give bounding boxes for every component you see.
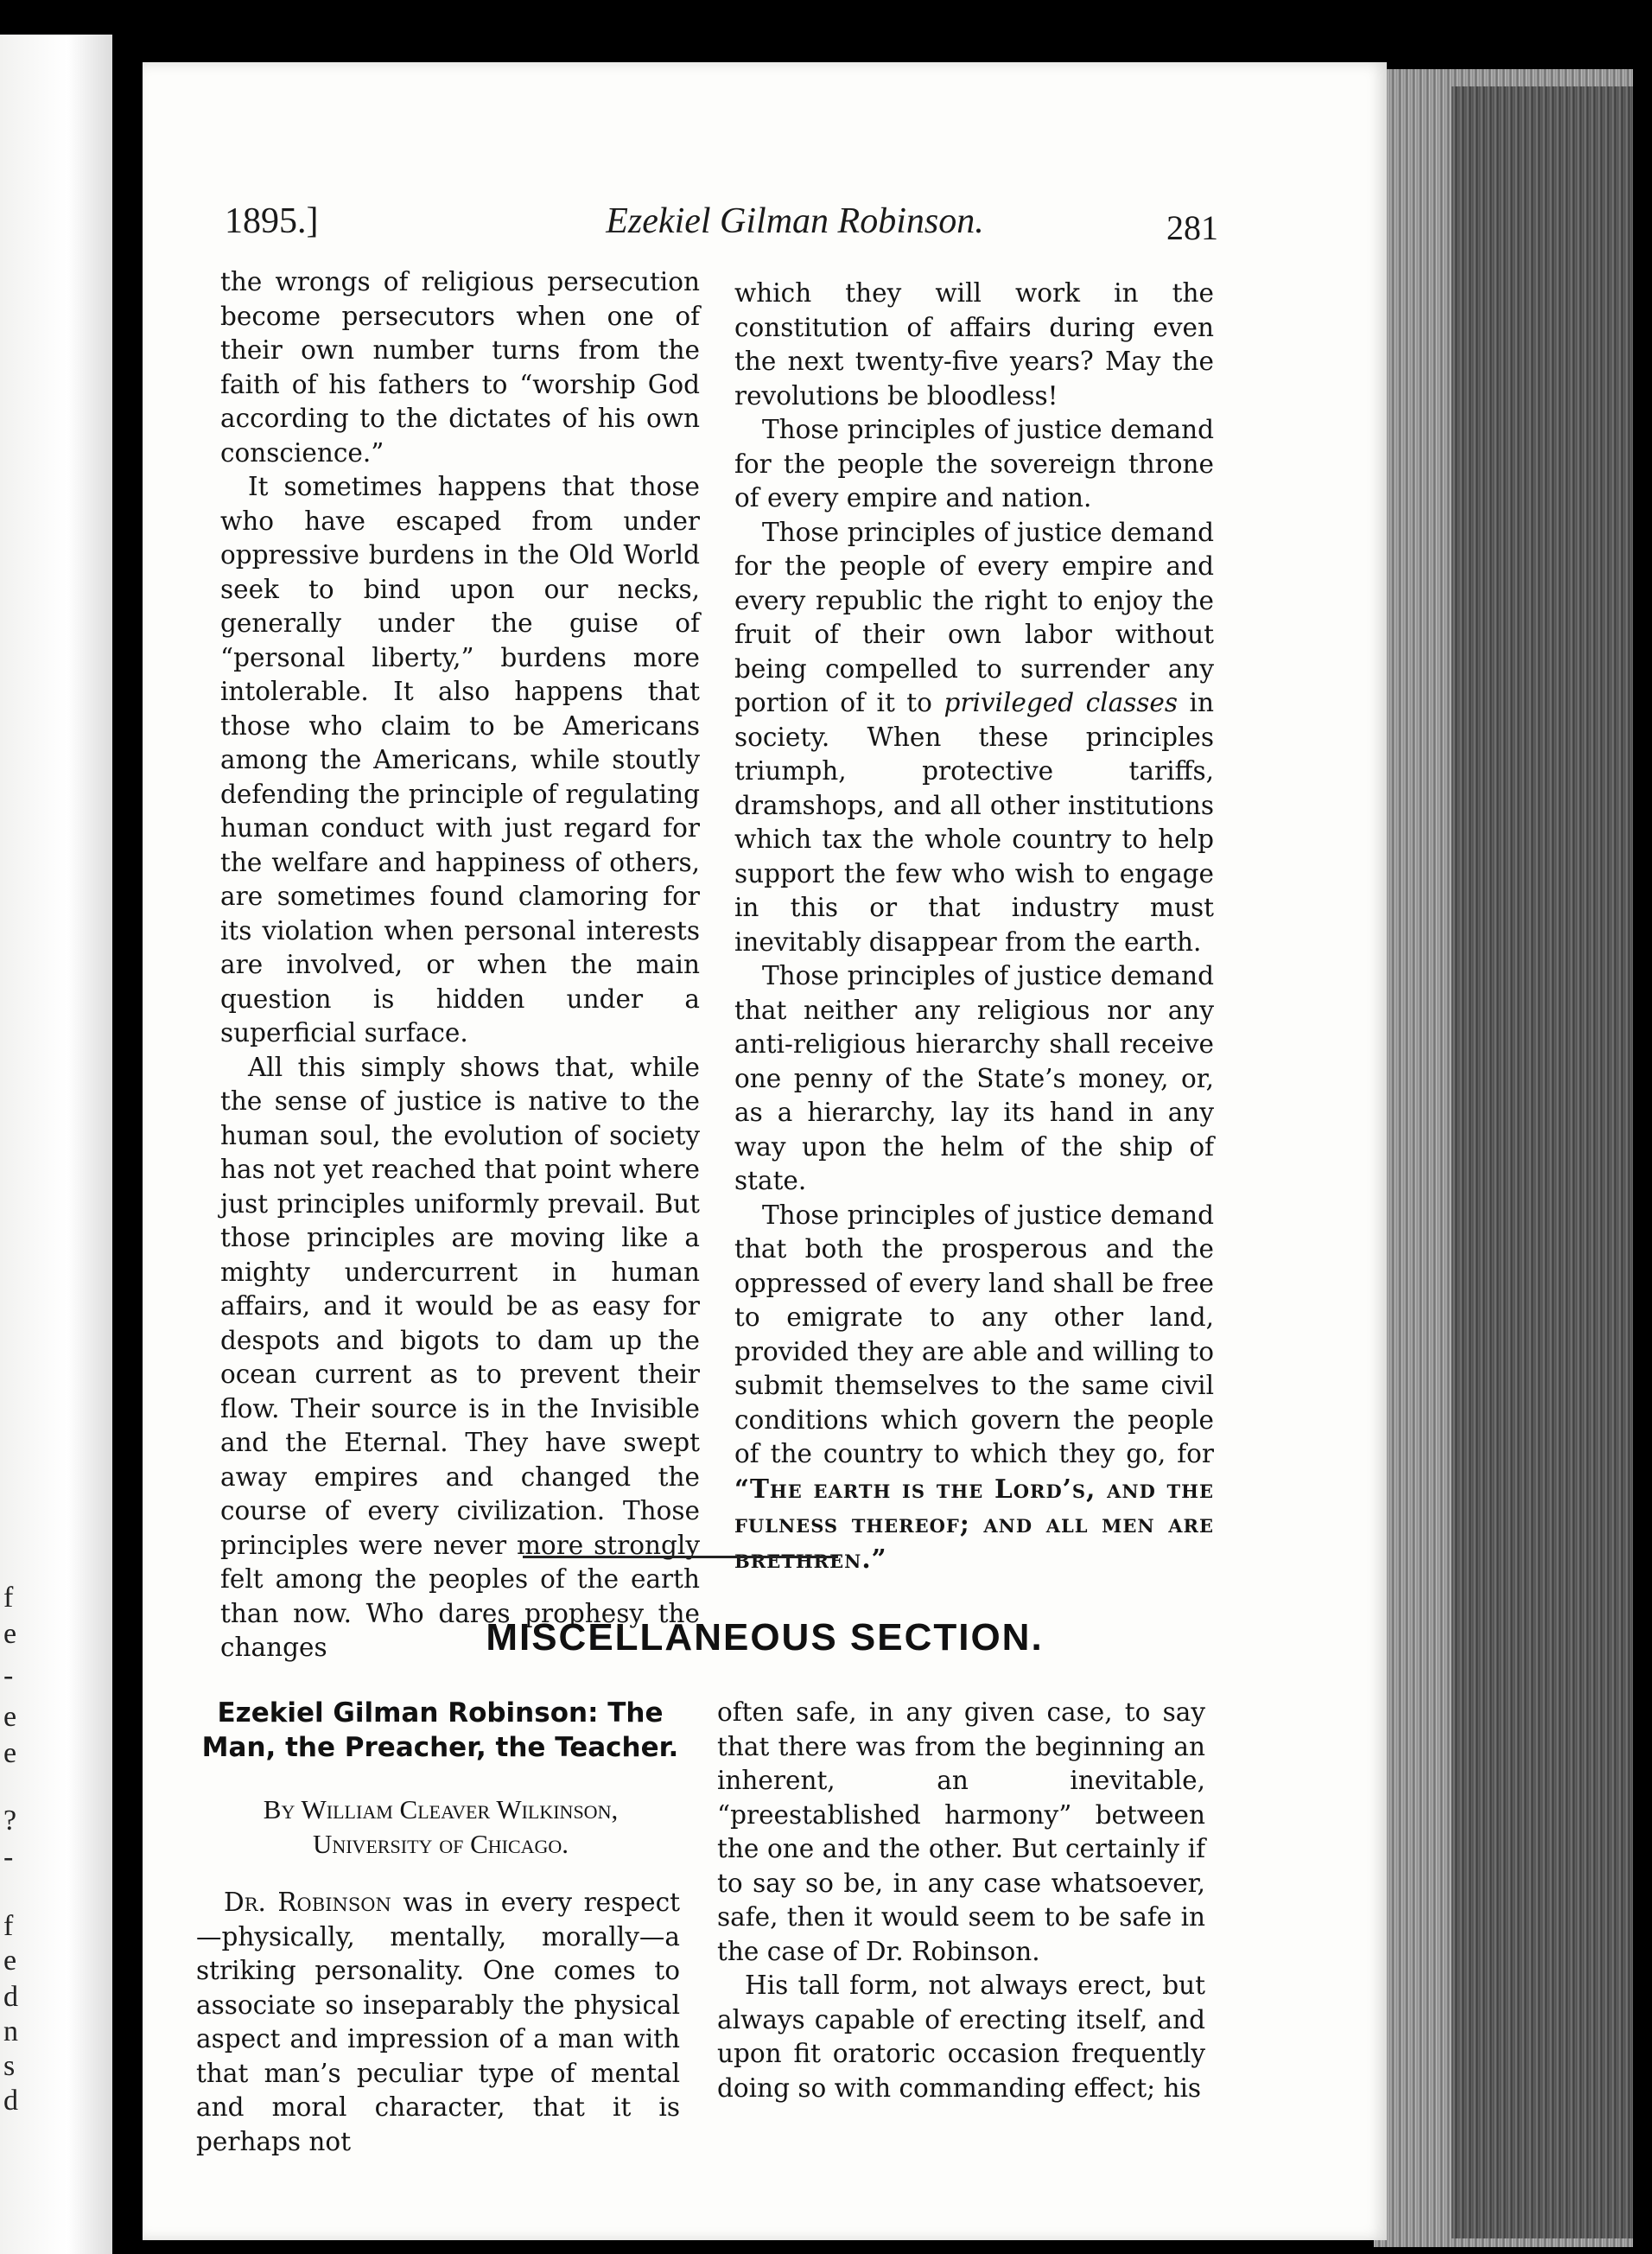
paragraph: often safe, in any given case, to say that there was from the beginning an inherent, an inevitable, “preestablished harmony” between the one and the other. But certainly if to say so be, in any case whatsoever, safe, then it would seem to be safe in the case of Dr. Robinson. [717, 1697, 1205, 1966]
right-column-bottom [717, 1696, 1205, 2105]
article-byline [194, 1792, 687, 1862]
margin-char: e [3, 1701, 17, 1733]
scripture-quote: “The earth is the Lord’s, and the fulness thereof; and all men are brethren.” [734, 1473, 1214, 1574]
paragraph [734, 516, 1214, 960]
text-run: Those principles of justice demand that both the prosperous and the oppressed of every land shall be free to emigrate to any other land, provided they are able and willing to submit themselves to the same civil conditions which govern the people of the country to which they go, for [734, 1200, 1214, 1468]
margin-char: d [3, 2085, 18, 2117]
text-run: in society. When these principles triumph, protective tariffs, dramshops, and all other institutions which tax the whole country to help support the few who wish to engage in this or that industry must inevitably disappear from the earth. [734, 688, 1214, 957]
paragraph [196, 1886, 680, 2159]
running-head-year: 1895.] [225, 201, 319, 241]
book-page [143, 62, 1387, 2240]
paragraph: Those principles of justice demand for the people the sovereign throne of every empire and nation. [734, 415, 1214, 513]
margin-char: e [3, 1618, 17, 1650]
opening-words: Dr. Robinson [224, 1888, 391, 1917]
paragraph: It sometimes happens that those who have escaped from under oppressive burdens in the Old World seek to bind upon our necks, generally under the guise of “personal liberty,” burdens more intolerable. It also happens that those who claim to be Americans among the Americans, while stoutly defending the principle of regulating human conduct with just regard for the welfare and happiness of others, are sometimes found clamoring for its violation when personal interests are involved, or when the main question is hidden under a superficial surface. [220, 472, 700, 1047]
margin-char: f [3, 1582, 14, 1614]
book-page-edges-shadow [1452, 86, 1633, 2238]
byline-affiliation: University of Chicago. [312, 1829, 569, 1859]
margin-char: e [3, 1945, 17, 1977]
running-head-title: Ezekiel Gilman Robinson. [606, 201, 984, 241]
italic-phrase: privileged classes [944, 688, 1179, 717]
margin-char: n [3, 2015, 18, 2047]
margin-char: d [3, 1981, 18, 2013]
byline-author: By William Cleaver Wilkinson, [263, 1794, 619, 1824]
section-heading: MISCELLANEOUS SECTION. [486, 1616, 1044, 1659]
paragraph: the wrongs of religious persecution become persecutors when one of their own number turns from the faith of his fathers to “worship God according to the dictates of his own conscience.” [220, 267, 700, 468]
margin-char: s [3, 2050, 16, 2082]
margin-char: - [3, 1659, 14, 1691]
previous-page-edge [0, 35, 112, 2254]
paragraph: All this simply shows that, while the sense of justice is native to the human soul, the evolution of society has not yet reached that point where just principles uniformly prevail. But those principles are moving like a mighty undercurrent in human affairs, and it would be as easy for despots and bigots to dam up the ocean current as to prevent their flow. Their source is in the Invisible and the Eternal. They have swept away empires and changed the course of every civilization. Those principles were never more strongly felt among the peoples of the earth than now. Who dares prophesy the changes [220, 1052, 700, 1662]
margin-char: e [3, 1737, 17, 1769]
paragraph: His tall form, not always erect, but always capable of erecting itself, and upon fit oratoric occasion frequently doing so with commanding effect; his [717, 1971, 1205, 2103]
text-run: Those principles of justice demand for the people of every empire and every republic the right to enjoy the fruit of their own labor without being compelled to surrender any portion of it to [734, 517, 1214, 717]
paragraph: which they will work in the constitution of affairs during even the next twenty-five years? May the revolutions be bloodless! [734, 278, 1214, 411]
text-run: was in every respect—physically, mentally, morally—a striking personality. One comes to associate so inseparably the physical aspect and impression of a man with that man’s peculiar type of mental and moral character, that it is perhaps not [196, 1888, 680, 2156]
left-column-top [220, 265, 700, 1665]
margin-char: - [3, 1841, 14, 1873]
page-number: 281 [1166, 208, 1218, 247]
paragraph [734, 1199, 1214, 1577]
right-column-top [734, 277, 1214, 1576]
left-column-bottom [196, 1886, 680, 2159]
margin-char: ? [3, 1805, 17, 1837]
margin-char: f [3, 1910, 14, 1942]
paragraph: Those principles of justice demand that neither any religious nor any anti-religious hierarchy shall receive one penny of the State’s money, or, as a hierarchy, lay its hand in any way upon the helm of the ship of state. [734, 961, 1214, 1195]
article-title: Ezekiel Gilman Robinson: The Man, the Preacher, the Teacher. [201, 1697, 679, 1763]
section-divider [523, 1556, 838, 1558]
